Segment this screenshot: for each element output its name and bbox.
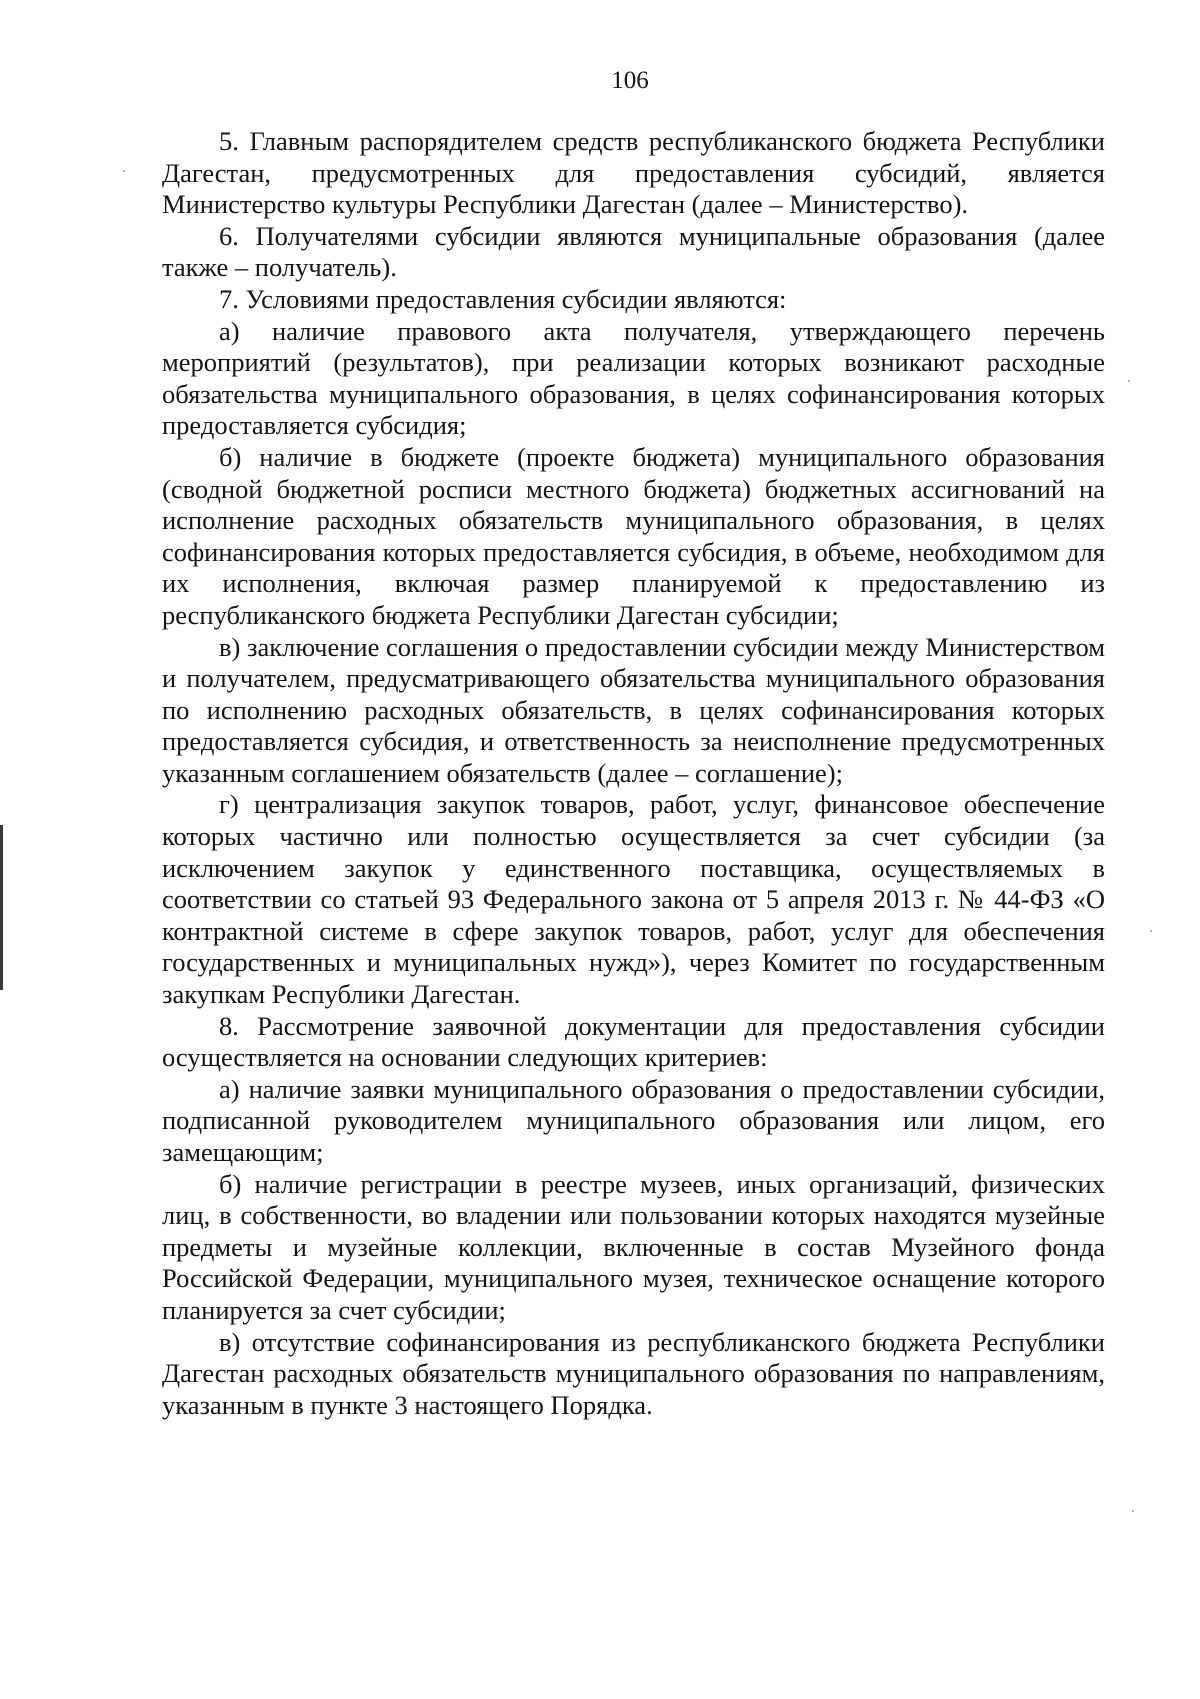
paragraph-8v: в) отсутствие софинансирования из республиканского бюджета Республики Дагестан расходных обязательств муниципального образования по направлениям, указанным в пункте 3 настоящего Порядка. bbox=[162, 1326, 1105, 1420]
scan-edge-mark bbox=[0, 825, 3, 990]
scan-speck bbox=[1128, 380, 1130, 382]
paragraph-8b: б) наличие регистрации в реестре музеев, иных организаций, физических лиц, в собственности, во владении или пользовании которых находятся музейные предметы и музейные коллекции, включенные в состав Музейного фонда Российской Федерации, муниципального музея, техническое оснащение которого планируется за счет субсидии; bbox=[162, 1168, 1105, 1325]
paragraph-8a: а) наличие заявки муниципального образования о предоставлении субсидии, подписанной руководителем муниципального образования или лицом, его замещающим; bbox=[162, 1073, 1105, 1167]
paragraph-7v: в) заключение соглашения о предоставлении субсидии между Министерством и получателем, предусматривающего обязательства муниципального образования по исполнению расходных обязательств, в целях софинансирования которых предоставляется субсидия, и ответственность за неисполнение предусмотренных указанным соглашением обязательств (далее – соглашение); bbox=[162, 631, 1105, 788]
scan-speck bbox=[1132, 1510, 1134, 1512]
paragraph-7a: а) наличие правового акта получателя, утверждающего перечень мероприятий (результатов), при реализации которых возникают расходные обязательства муниципального образования, в целях софинансирования которых предоставляется субсидия; bbox=[162, 315, 1105, 441]
paragraph-7g: г) централизация закупок товаров, работ, услуг, финансовое обеспечение которых частично или полностью осуществляется за счет субсидии (за исключением закупок у единственного поставщика, осуществляемых в соответствии со статьей 93 Федерального закона от 5 апреля 2013 г. № 44-ФЗ «О контрактной системе в сфере закупок товаров, работ, услуг для обеспечения государственных и муниципальных нужд»), через Комитет по государственным закупкам Республики Дагестан. bbox=[162, 789, 1105, 1010]
paragraph-5: 5. Главным распорядителем средств республиканского бюджета Республики Дагестан, предусмотренных для предоставления субсидий, является Министерство культуры Республики Дагестан (далее – Министерство). bbox=[162, 126, 1105, 220]
paragraph-8: 8. Рассмотрение заявочной документации для предоставления субсидии осуществляется на основании следующих критериев: bbox=[162, 1010, 1105, 1073]
page-number: 106 bbox=[611, 67, 649, 94]
document-body bbox=[162, 126, 1105, 1421]
paragraph-7b: б) наличие в бюджете (проекте бюджета) муниципального образования (сводной бюджетной росписи местного бюджета) бюджетных ассигнований на исполнение расходных обязательств муниципального образования, в целях софинансирования которых предоставляется субсидия, в объеме, необходимом для их исполнения, включая размер планируемой к предоставлению из республиканского бюджета Республики Дагестан субсидии; bbox=[162, 441, 1105, 630]
scan-speck bbox=[123, 170, 125, 172]
paragraph-7: 7. Условиями предоставления субсидии являются: bbox=[219, 283, 787, 314]
paragraph-6: 6. Получателями субсидии являются муниципальные образования (далее также – получатель). bbox=[162, 220, 1105, 283]
scan-speck bbox=[1150, 930, 1152, 932]
